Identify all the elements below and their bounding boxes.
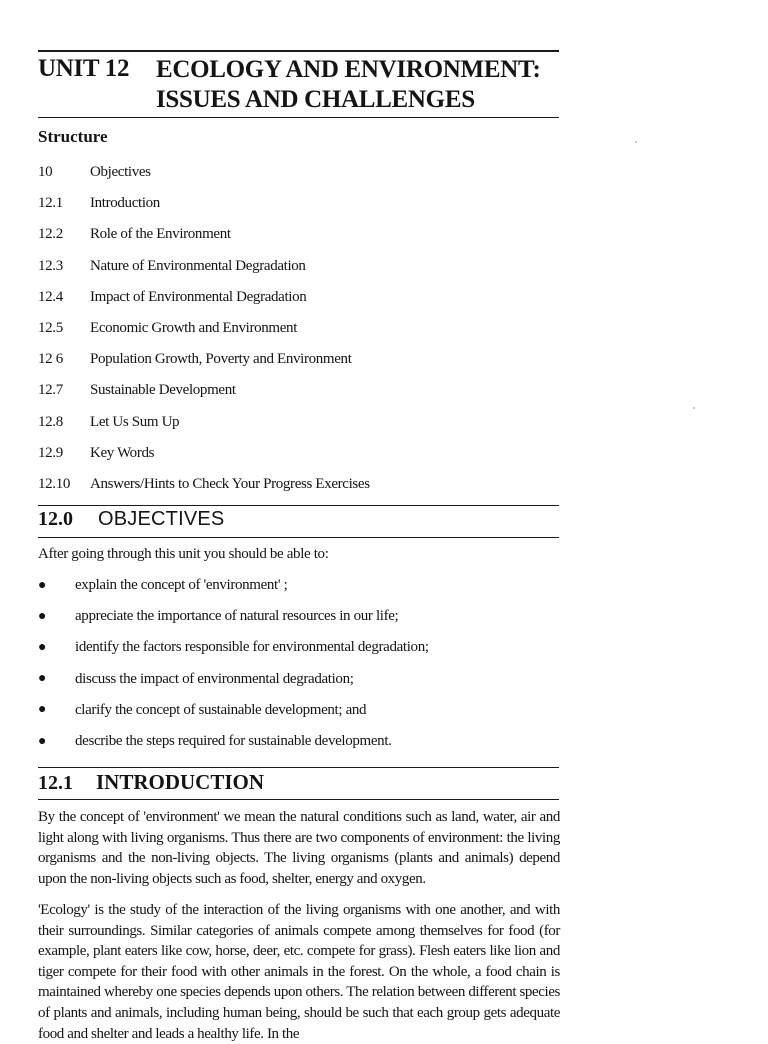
toc-item: [38, 157, 558, 188]
objectives-intro: After going through this unit you should be able to:: [38, 546, 329, 562]
toc-item: [38, 188, 558, 219]
objective-item: [38, 664, 558, 695]
toc-item: [38, 344, 558, 375]
toc-item-number: 12.2: [38, 226, 63, 243]
objectives-list: [38, 570, 558, 757]
objectives-heading: [38, 508, 224, 531]
toc-item-label: Answers/Hints to Check Your Progress Exercises: [90, 475, 370, 492]
objective-item: [38, 570, 558, 601]
toc-item: [38, 407, 558, 438]
bullet-icon: ●: [38, 702, 47, 718]
objectives-title: OBJECTIVES: [98, 508, 225, 530]
toc-item: [38, 282, 558, 313]
objective-text: describe the steps required for sustainable development.: [75, 733, 392, 750]
unit-label: UNIT 12: [38, 55, 130, 82]
toc-item-label: Let Us Sum Up: [90, 413, 180, 430]
introduction-top-rule: [38, 767, 559, 768]
toc-item: [38, 469, 558, 500]
objective-item: [38, 726, 558, 757]
toc-item: [38, 219, 558, 250]
introduction-title: INTRODUCTION: [96, 770, 265, 794]
introduction-paragraph-1: By the concept of 'environment' we mean the natural conditions such as land, water, air and light along with living organisms. Thus there are two components of environment: the living organisms and the non-living objects. The living organisms (plants and animals) depend upon the non-living objects such as food, shelter, energy and oxygen.: [38, 809, 560, 887]
toc-item-number: 12.1: [38, 195, 63, 212]
introduction-paragraph-2: 'Ecology' is the study of the interaction of the living organisms with one another, and with their surroundings. Similar categories of animals compete among themselves for food (for example, plant eaters like cow, horse, deer, etc. compete for grass). Flesh eaters like lion and tiger compete for their food with other animals in the forest. On the whole, a food chain is maintained whereby one species depends upon others. The relation between different species of plants and animals, including human being, should be such that each group gets adequate food and shelter and leads a healthy life. In the: [38, 902, 560, 1042]
introduction-number: 12.1: [38, 772, 73, 794]
bullet-icon: ●: [38, 577, 47, 593]
objective-item: [38, 601, 558, 632]
bullet-icon: ●: [38, 733, 47, 749]
toc-item-label: Role of the Environment: [90, 226, 231, 243]
header-bottom-rule: [38, 117, 559, 118]
introduction-heading: [38, 770, 264, 795]
toc-item-label: Impact of Environmental Degradation: [90, 288, 307, 305]
introduction-bottom-rule: [38, 799, 559, 800]
toc-item-label: Population Growth, Poverty and Environment: [90, 351, 352, 368]
toc-item-number: 10: [38, 164, 53, 181]
toc-item-label: Objectives: [90, 164, 151, 181]
objective-text: identify the factors responsible for environmental degradation;: [75, 639, 429, 656]
toc-item-label: Introduction: [90, 195, 160, 212]
toc-item-number: 12.8: [38, 413, 63, 430]
toc-item-label: Economic Growth and Environment: [90, 320, 298, 337]
toc-item-number: 12.3: [38, 257, 63, 274]
objective-text: discuss the impact of environmental degradation;: [75, 670, 354, 687]
structure-list: [38, 157, 558, 500]
objective-text: appreciate the importance of natural resources in our life;: [75, 608, 399, 625]
toc-item-number: 12.5: [38, 320, 63, 337]
toc-item-label: Sustainable Development: [90, 382, 236, 399]
unit-title: [156, 55, 541, 115]
header-top-rule: [38, 50, 559, 52]
toc-item-label: Key Words: [90, 444, 155, 461]
objectives-bottom-rule: [38, 537, 559, 538]
objective-text: clarify the concept of sustainable development; and: [75, 701, 367, 718]
toc-item-label: Nature of Environmental Degradation: [90, 257, 306, 274]
toc-item: [38, 375, 558, 406]
toc-item: [38, 438, 558, 469]
objective-item: [38, 695, 558, 726]
toc-item-number: 12 6: [38, 351, 63, 368]
objective-item: [38, 632, 558, 663]
scan-speck: [635, 141, 637, 143]
objectives-number: 12.0: [38, 508, 73, 530]
objective-text: explain the concept of 'environment' ;: [75, 577, 288, 594]
unit-title-line-1: ECOLOGY AND ENVIRONMENT:: [156, 56, 541, 83]
structure-heading: Structure: [38, 127, 108, 146]
toc-item-number: 12.7: [38, 382, 63, 399]
bullet-icon: ●: [38, 608, 47, 624]
toc-item: [38, 251, 558, 282]
toc-item-number: 12.9: [38, 444, 63, 461]
toc-item-number: 12.10: [38, 475, 71, 492]
bullet-icon: ●: [38, 639, 47, 655]
toc-item-number: 12.4: [38, 288, 63, 305]
scan-speck: [693, 407, 695, 409]
toc-item: [38, 313, 558, 344]
bullet-icon: ●: [38, 671, 47, 687]
objectives-top-rule: [38, 505, 559, 506]
unit-title-line-2: ISSUES AND CHALLENGES: [156, 86, 475, 113]
